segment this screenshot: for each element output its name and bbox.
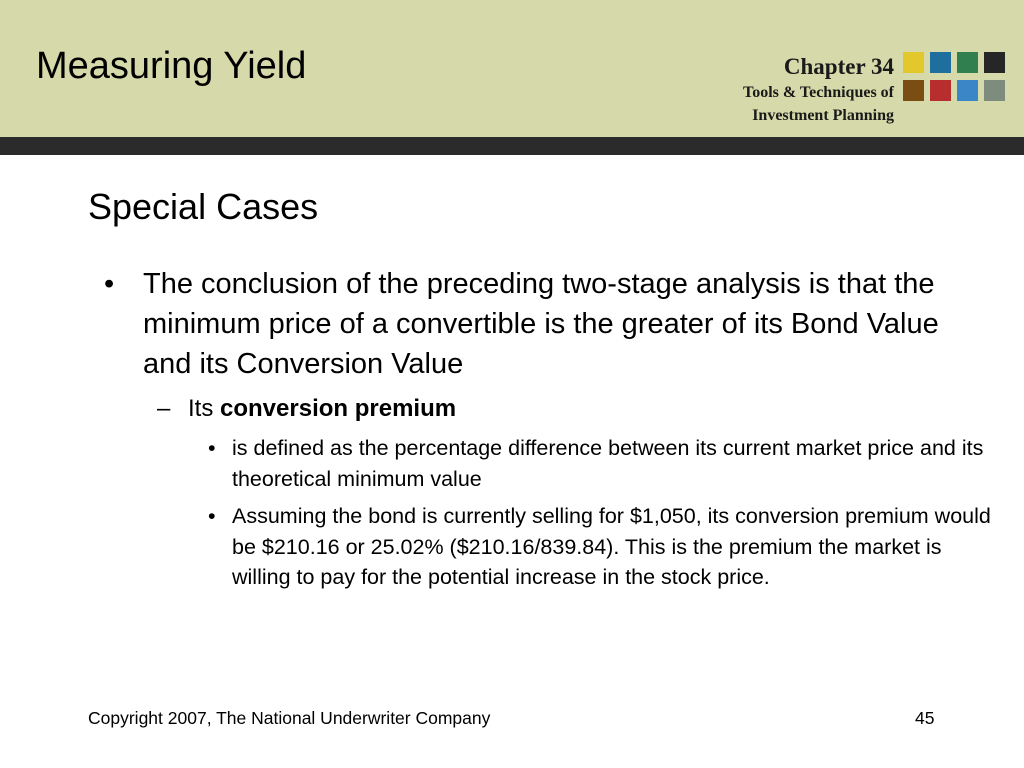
bullet-marker: •: [208, 504, 216, 528]
logo-square: [903, 52, 924, 73]
logo-square: [957, 80, 978, 101]
chapter-subtitle-line2: Investment Planning: [752, 107, 894, 124]
bullet-marker: •: [208, 436, 216, 460]
slide-title: Measuring Yield: [36, 45, 307, 87]
sub-bullet: [188, 395, 456, 423]
logo-square: [903, 80, 924, 101]
logo-square: [930, 52, 951, 73]
chapter-subtitle-line1: Tools & Techniques of: [742, 84, 894, 101]
page-number: 45: [915, 708, 935, 728]
color-squares-logo: [900, 52, 1008, 104]
copyright-text: Copyright 2007, The National Underwriter Company: [88, 708, 491, 728]
logo-square: [957, 52, 978, 73]
sub-sub-bullet-example: Assuming the bond is currently selling for $1,050, its conversion premium would be $210.16 or 25.02% ($210.16/839.84). This is the premium the market is willing to pay for the potential increase in the stock price.: [232, 504, 991, 589]
header-divider: [0, 137, 1024, 155]
logo-square: [984, 80, 1005, 101]
chapter-number: Chapter 34: [783, 54, 894, 79]
sub-bullet-term: conversion premium: [220, 395, 457, 422]
dash-marker: –: [157, 395, 171, 422]
logo-square: [984, 52, 1005, 73]
sub-bullet-prefix: Its: [188, 395, 214, 422]
main-bullet-text: The conclusion of the preceding two-stage analysis is that the minimum price of a convertible is the greater of its Bond Value and its Conversion Value: [143, 268, 939, 380]
logo-square: [930, 80, 951, 101]
chapter-block: [743, 53, 894, 127]
sub-sub-bullet-definition: is defined as the percentage difference between its current market price and its theoretical minimum value: [232, 436, 984, 491]
section-heading: Special Cases: [88, 186, 319, 227]
bullet-marker: •: [104, 268, 115, 300]
